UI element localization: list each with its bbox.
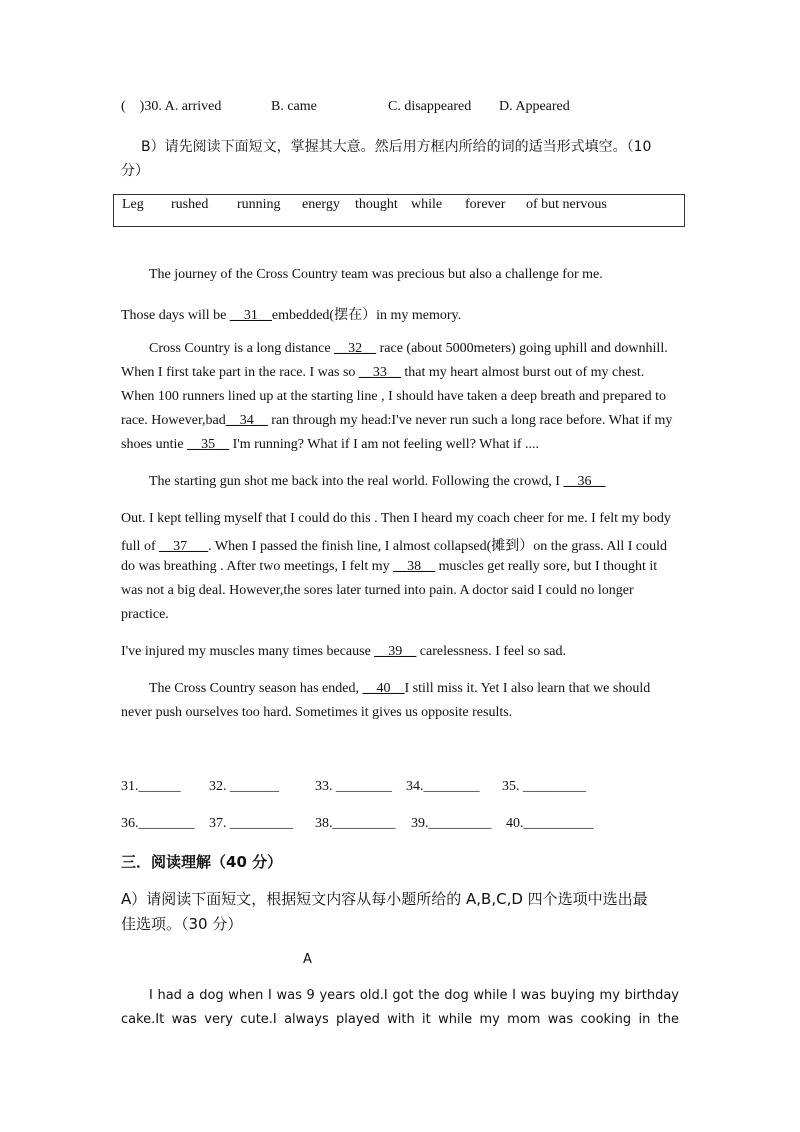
section-b-instruction-cont: 分） (121, 163, 149, 179)
answer-paren: ( (121, 99, 126, 114)
answer-slot-37[interactable]: 37. _________ (209, 816, 293, 831)
passage-line: race. However,bad__34__ ran through my head:I've never run such a long race before. What if my (121, 413, 673, 428)
answer-slot-34[interactable]: 34.________ (406, 779, 480, 794)
blank-32: __32__ (334, 341, 377, 356)
option-d: D. Appeared (499, 99, 570, 114)
passage-line: shoes untie __35__ I'm running? What if I am not feeling well? What if .... (121, 437, 540, 452)
blank-40: __40__ (362, 681, 405, 696)
blank-38: __38__ (393, 559, 436, 574)
section-3-heading: 三．阅读理解（40 分） (121, 853, 283, 871)
blank-34: __34__ (225, 413, 268, 428)
section-3-instruction: A）请阅读下面短文，根据短文内容从每小题所给的 A,B,C,D 四个选项中选出最 (121, 890, 648, 908)
blank-39: __39__ (374, 644, 417, 659)
question-number: 30. (144, 99, 162, 114)
answer-slot-38[interactable]: 38._________ (315, 816, 396, 831)
word-item: while (411, 197, 443, 212)
section-b-instruction: B）请先阅读下面短文，掌握其大意。然后用方框内所给的词的适当形式填空。（10 (141, 139, 652, 155)
passage-line: practice. (121, 607, 169, 622)
passage-line: When 100 runners lined up at the starting line , I should have taken a deep breath and prepared to (121, 389, 667, 404)
passage-line: never push ourselves too hard. Sometimes it gives us opposite results. (121, 705, 513, 720)
answer-slot-32[interactable]: 32. _______ (209, 779, 279, 794)
word-box (113, 194, 685, 227)
word-item: running (237, 197, 281, 212)
word-item: Leg (122, 197, 144, 212)
answer-slot-36[interactable]: 36.________ (121, 816, 195, 831)
option-c: C. disappeared (388, 99, 472, 114)
word-item: rushed (171, 197, 209, 212)
reading-line: I had a dog when I was 9 years old.I got the dog while I was buying my birthday (149, 988, 679, 1003)
passage-line: Those days will be __31__embedded(摆在）in my memory. (121, 308, 462, 323)
word-item: thought (355, 197, 398, 212)
blank-35: __35__ (187, 437, 230, 452)
passage-line: do was breathing . After two meetings, I felt my __38__ muscles get really sore, but I thought it (121, 559, 658, 574)
word-item: forever (465, 197, 506, 212)
reading-line: cake.It was very cute.I always played with it while my mom was cooking in the (121, 1012, 679, 1027)
option-a: A. arrived (164, 99, 222, 114)
blank-37: __37___ (159, 539, 209, 554)
word-item: of but nervous (526, 197, 607, 212)
answer-slot-33[interactable]: 33. ________ (315, 779, 392, 794)
option-b: B. came (271, 99, 317, 114)
answer-slot-39[interactable]: 39._________ (411, 816, 492, 831)
passage-line: was not a big deal. However,the sores later turned into pain. A doctor said I could no longer (121, 583, 634, 598)
passage-line: The Cross Country season has ended, __40__I still miss it. Yet I also learn that we should (149, 681, 651, 696)
passage-label: A (303, 952, 312, 967)
answer-slot-35[interactable]: 35. _________ (502, 779, 586, 794)
section-3-instruction-cont: 佳选项。（30 分） (121, 915, 243, 933)
blank-33: __33__ (358, 365, 401, 380)
blank-31: __31__ (229, 308, 272, 323)
passage-line: Out. I kept telling myself that I could do this . Then I heard my coach cheer for me. I felt my body (121, 511, 671, 526)
passage-line: The journey of the Cross Country team was precious but also a challenge for me. (149, 267, 603, 282)
passage-line: The starting gun shot me back into the real world. Following the crowd, I __36__ (149, 474, 606, 489)
passage-line: When I first take part in the race. I was so __33__ that my heart almost burst out of my chest. (121, 365, 645, 380)
answer-paren-close: ) (139, 99, 145, 114)
passage-line: full of __37___. When I passed the finish line, I almost collapsed(摊到）on the grass. All I could (121, 539, 668, 554)
question-30 (121, 99, 221, 115)
answer-slot-31[interactable]: 31.______ (121, 779, 181, 794)
answer-slot-40[interactable]: 40.__________ (506, 816, 594, 831)
blank-36: __36__ (563, 474, 606, 489)
word-item: energy (302, 197, 340, 212)
passage-line: I've injured my muscles many times because __39__ carelessness. I feel so sad. (121, 644, 566, 659)
passage-line: Cross Country is a long distance __32__ race (about 5000meters) going uphill and downhill. (149, 341, 668, 356)
